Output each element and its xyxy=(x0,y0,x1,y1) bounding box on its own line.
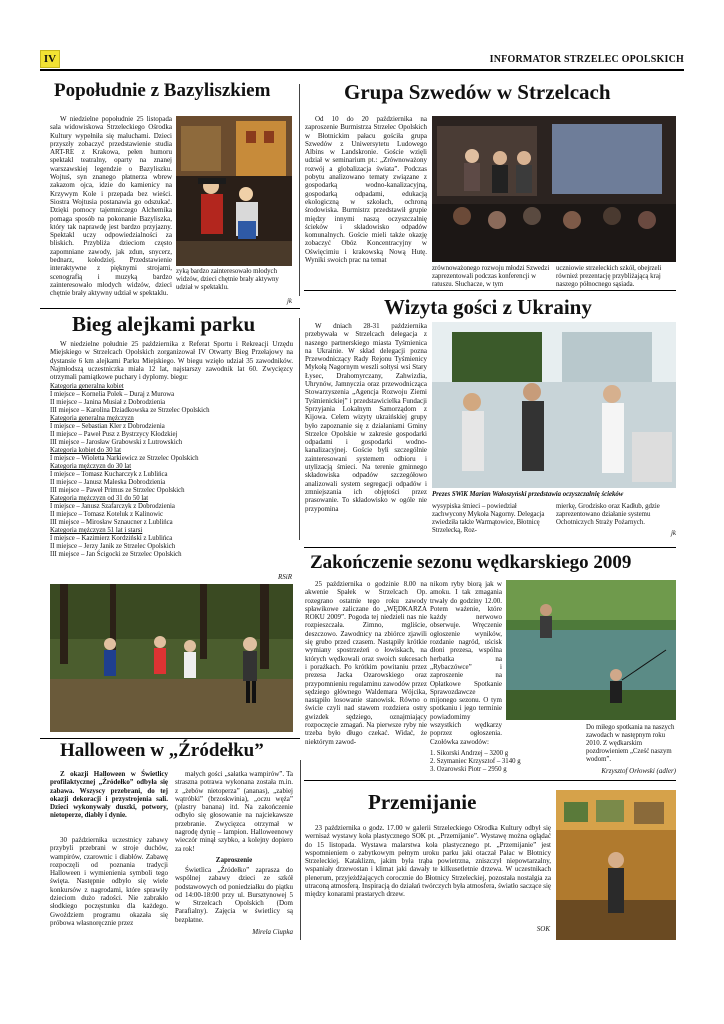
results-row: I miejsce – Wioletta Narkiewicz ze Strzelec Opolskich xyxy=(50,455,199,462)
results-category: Kategoria mężczyzn 51 lat i starsi xyxy=(50,527,143,534)
results-category: Kategoria mężczyzn do 30 lat xyxy=(50,463,132,470)
article-title: Halloween w „Źródełku” xyxy=(60,740,264,761)
article-column-2: nikom ryby biorą jak w amoku. I tak zmagania trwały do godziny 12.00. Potem ważenie, które każdy nerwowo obserwuje. Wręczenie ogłoszenie wyników, rozdanie nagród, uścisk dłoni prezesa, wspólna herbatka na „Rybaczówce” i zaproszenie na Opłatkowe Spotkanie Sprawozdawcze mijonego sezonu. O tym spotkaniu i jego terminie powiadomimy wszystkich wędkarzy poprzez ogłoszenia. Czołówka zawodów: xyxy=(430,580,502,746)
podium-row: 2. Szymaniec Krzysztof – 3140 g xyxy=(430,758,521,765)
delegation-photo xyxy=(432,322,676,488)
results-row: I miejsce – Sebastian Kler z Dobrodzienia xyxy=(50,423,165,430)
invitation-body: Świetlica „Źródełko” zaprasza do wspólnej zabawy dzieci ze szkół podstawowych od poniedziałku do piątku od 14:00-18:00 przy ul. Bursztynowej 5 w Strzelcach Opolskich (Dom Parafialny). Zajęcia w świetlicy są bezpłatne. xyxy=(175,866,293,924)
results-row: III miejsce – Jan Ścigocki ze Strzelec Opolskich xyxy=(50,551,182,558)
results-category: Kategoria mężczyzn od 31 do 50 lat xyxy=(50,495,149,502)
article-title: Przemijanie xyxy=(368,790,477,814)
photo-caption: Prezes SWiK Marian Wałoszyński przedstawia oczyszczalnię ścieków xyxy=(432,491,624,498)
column-divider xyxy=(299,84,300,296)
article-body: W niedzielne popołudnie 25 listopada sala widowiskowa Strzeleckiego Ośrodka Kultury wypełniła się maluchami. Dzieci przyszły zobaczyć przedstawienie studia ART-RE z Krakowa, pełen humoru spektakl teatralny, oparty na znanej warszawskiej legendzie o Bazyliszku. Wojtuś, syn znanego płatnerza wbrew zakazom ojca, idzie do kamienicy na Krzywym Kole i przepada bez wieści. Siostra Wojtusia postanawia go odszukać. Dzięki pomocy tajemniczego Alchemika pomaga sposób na pokonanie Bazyliszka, który tak naprawdę jest bardzo przyjazny. Spektakl uczy odpowiedzialności za bliskich. Przybliża dzieciom często zapomniane zawody, jak zdun, snycerz, bednarz, kołodziej. Przedstawienie interaktywne z pięknymi strojami, scenografią i muzyką bardzo zainteresowało młodych widzów, dzieci chętnie brały aktywny udział w spektaklu. xyxy=(50,115,172,298)
seminar-photo xyxy=(432,116,676,262)
article-column-2: wysypiska śmieci – powiedział zachwycony Mykoła Nagorny. Delegacja zwiedziła także Warmątowice, Błotnicę Strzelecką, Roz- xyxy=(432,503,545,534)
results-row: II miejsce – Janina Musiał z Dobrodzienia xyxy=(50,399,166,406)
results-row: II miejsce – Janusz Maleska Dobrodzienia xyxy=(50,479,166,486)
article-title: Popołudnie z Bazyliszkiem xyxy=(54,80,271,101)
article-signature: SOK xyxy=(536,925,550,933)
article-signature: jk xyxy=(670,529,676,537)
header-rule xyxy=(40,69,684,71)
results-category: Kategoria kobiet do 30 lat xyxy=(50,447,121,454)
article-body: Od 10 do 20 października na zaproszenie Burmistrza Strzelec Opolskich w Błotnickim pałacu gościła grupa Szwedów z Uniwersytetu Ludowego Albins w Landskronie. Goście wzięli udział w seminarium pt.: „Zrównoważony rozwój a globalizacja świata”. Podczas pobytu analizowano tematy związane z gospodarką wodno-kanalizacyjną, gospodarką odpadami, edukacją ekologiczną w szkołach, ochroną środowiska. Burmistrz przedstawił grupie między innymi naszą oczyszczalnię ścieków i składowisko odpadów komunalnych. Goście mieli także okazję zobaczyć Obóz Koncentracyjny w Oświęcimiu i krakowską Nową Hutę. Wyniki swoich prac na temat xyxy=(305,115,427,265)
fishing-image xyxy=(506,580,676,720)
theater-photo xyxy=(176,116,292,266)
photo-caption: zyką bardzo zainteresowało młodych widzów, dzieci chętnie brały aktywny udział w spektaklu. xyxy=(176,268,279,291)
fishing-photo xyxy=(506,580,676,720)
section-rule xyxy=(40,308,300,309)
column-divider xyxy=(300,760,301,940)
article-title: Zakończenie sezonu wędkarskiego 2009 xyxy=(310,552,632,573)
article-signature: Mirela Ciupka xyxy=(252,928,293,936)
publication-title: INFORMATOR STRZELEC OPOLSKICH xyxy=(489,54,684,65)
article-title: Grupa Szwedów w Strzelcach xyxy=(344,80,611,104)
gallery-image xyxy=(556,790,676,940)
results-row: II miejsce – Paweł Pusz z Bystrzycy Kłodzkiej xyxy=(50,431,178,438)
podium-row: 1. Sikorski Andrzej – 3200 g xyxy=(430,750,509,757)
article-column-2: małych gości „sałatka wampirów”. Ta straszna potrawa wykonana została m.in. z „żebów nietoperza” (ananas), „zabiej wątróbki” (brzoskwinia), „oczu węża” (plastry banana) itd. Na zakończenie odbyło się głosowanie na najciekawsze przebranie. Zwycięzca otrzymał w nagrodę dynię – lampion. Halloweenowy wieczór minął szybko, a kolejny dopiero za rok! xyxy=(175,770,293,853)
article-title: Bieg alejkami parku xyxy=(72,312,256,336)
invitation-heading: Zaproszenie xyxy=(215,856,253,864)
article-lead: Z okazji Halloween w Świetlicy profilaktycznej „Źródełko” odbyła się zabawa. Wszyscy przebrani, do tej okazji dekoracji i przystrojenia sali. Dzieci wykonywały duszki, potwory, nietoperze, diabły i dynie. xyxy=(50,770,168,820)
results-row: I miejsce – Kornelia Polek – Duraj z Murowa xyxy=(50,391,175,398)
photo-caption: Do miłego spotkania na naszych zawodach w następnym roku 2010. Z wędkarskim pozdrowieniem „Cześć naszym wodom”. xyxy=(586,724,675,763)
results-row: I miejsce – Kazimierz Kordziński z Lublińca xyxy=(50,535,173,542)
results-category: Kategoria generalna mężczyzn xyxy=(50,415,134,422)
results-row: II miejsce – Tomasz Koteluk z Kalinowic xyxy=(50,511,164,518)
race-image xyxy=(50,584,293,732)
podium-list xyxy=(430,750,550,778)
results-row: III miejsce – Mirosław Sznaucner z Lublińca xyxy=(50,519,173,526)
results-row: III miejsce – Paweł Primus ze Strzelec Opolskich xyxy=(50,487,185,494)
article-title: Wizyta gości z Ukrainy xyxy=(384,295,592,319)
race-photo xyxy=(50,584,293,732)
article-intro: W niedzielne południe 25 października z Referat Sportu i Rekreacji Urzędu Miejskiego w Strzelcach Opolskich zorganizował IV Otwarty Bieg Przełajowy na dystansie 6 km alejkami Parku Miejskiego. W biegu wzięło udział 35 zawodników. Najmłodszą uczestniczka miała 12 lat, najstarszy zawodnik lat 60. Zwycięzcy otrzymali pamiątkowe puchary i dyplomy. biegu: xyxy=(50,340,293,382)
section-rule xyxy=(304,780,676,781)
article-signature: jk xyxy=(286,297,292,305)
section-rule xyxy=(40,738,300,739)
section-rule xyxy=(304,290,676,291)
results-row: I miejsce – Janusz Szafarczyk z Dobrodzienia xyxy=(50,503,175,510)
article-body: 30 października uczestnicy zabawy przybyli przebrani w stroje duchów, wampirów, czarownic i diabłów. Zabawę rozpoczęli od poznania tradycji Halloween i wymienienia symboli tego święta. Następnie odbyło się wiele konkursów z nagrodami, które sprawiły dzieciom dużo radości. Nie zabrakło słodkiego poczęstunku dla każdego. Gwoździem programu okazała się próbowa własnoręcznie przez xyxy=(50,836,168,927)
article-column-3: uczniowie strzeleckich szkół, obejrzeli również prezentację przybliżającą kraj naszego północnego sąsiada. xyxy=(556,265,662,288)
podium-row: 3. Ozarowski Piotr – 2950 g xyxy=(430,766,507,773)
article-body: 25 października o godzinie 8.00 na akwenie Spałek w Strzelcach Op. rozegrano ostatnie tego roku zawody spławikowe zaliczane do „WĘDKARZA ROKU 2009”. Pogoda tej niedzieli nas nie rozpieszczała. Zimno, mgliście, deszczowo. Zawodnicy na zbiórce zjawili się grubo przed czasem. Nastąpiły krótkie wymiany spostrzeżeń o łowiskach, na których wędkowali oraz swoich sukcesach i porażkach. Po krótkim powitaniu przez prezesa Jacka Ozarowskiego oraz przypomnieniu regulaminu zawodów przez sędziego głównego Waldemara Wójcika, nastąpiło losowanie stanowisk. Równo o świcie czyli nad stawem rozdziera ostry gwizdek sędziego, oznajmiający rozpoczęcie zmagań. Na pierwsze ryby nie trzeba było długo czekać. Widać, że niektórym zawod- xyxy=(305,580,427,746)
column-divider xyxy=(299,318,300,540)
page-number-badge: IV xyxy=(40,50,60,68)
results-row: I miejsce – Tomasz Kucharczyk z Lublińca xyxy=(50,471,168,478)
seminar-image xyxy=(432,116,676,262)
article-signature: Krzysztof Orłowski (adler) xyxy=(601,767,676,775)
article-signature: RSiR xyxy=(278,573,292,581)
section-rule xyxy=(304,547,676,548)
article-body: W dniach 28-31 października przebywała w Strzelcach delegacja z naszego partnerskiego miasta Tyśmienica na Ukrainie. W skład delegacji pozna Przewodniczący Rady Rejonu Tyśmienicy Mykołą Nagornym weszli sołtysi wsi Stary Łysec, Drahomyrczany, Zahwizdia, Uhrynów, Jamnyczia oraz przewodnicząca Stowarzyszenia „Agencja Rozwoju Ziemi Tyśmienickiej” i przedstawicielka Fundacji Sprzyjania Lokalnym Samorządom z Kijowa. Celem wizyty ukraińskiej grupy było zapoznanie się z działaniami Gminy Strzelce Opolskie w zakresie gospodarki odpadami i gospodarki wodno-kanalizacyjnej. Goście byli szczególnie zainteresowani systemem odbioru i utylizacją śmieci. Na terenie gminnego składowiska odpadów szczegółowo analizowali system segregacji odpadów i zmniejszania ich objętości przez prasowanie. To składowisko w ogóle nie przypomina xyxy=(305,322,427,513)
theater-scene-image xyxy=(176,116,292,266)
article-column-2: zrównoważonego rozwoju młodzi Szwedzi zaprezentowali podczas konferencji w ratuszu. Słuchacze, w tym xyxy=(432,265,550,288)
results-row: II miejsce – Jerzy Janik ze Strzelec Opolskich xyxy=(50,543,176,550)
results-row: III miejsce – Karolina Dziadkowska ze Strzelec Opolskich xyxy=(50,407,210,414)
results-list xyxy=(50,383,293,578)
delegation-image xyxy=(432,322,676,488)
article-body: 23 października o godz. 17.00 w galerii Strzeleckiego Ośrodka Kultury odbył się wernisaż wystawy koła plastycznego SOK pt. „Przemijanie”. Wystawę można oglądać do 15 listopada. Wystawa malarstwa koła plastycznego pt. „Przemijanie” jest wspomnieniem o zabytkowym pełnym uroku parku jaki otaczał Pałac w Błotnicy Strzeleckiej. Kataklizm, jakim była trąba powietrzna, zniszczył niepowtarzalny, wspaniały drzewostan i klimat jaki dawały te kilkusetletnie drzewa. W uczestnikach plenerum, przyjeżdżających corocznie do Błotnicy Strzeleckiej, pozostała nostalgia za utraconą atmosferą. Inspiracją do działań twórczych była atmosfera, światło saczące się między konarami prastarych drzew. xyxy=(305,824,551,899)
gallery-photo xyxy=(556,790,676,940)
article-column-3: mierkę, Grodzisko oraz Kadłub, gdzie zaprezentowano działanie systemu Ochotniczych Straży Pożarnych. xyxy=(556,503,660,526)
results-category: Kategoria generalna kobiet xyxy=(50,383,124,390)
results-row: III miejsce – Jarosław Grabowski z Lutrowskich xyxy=(50,439,183,446)
